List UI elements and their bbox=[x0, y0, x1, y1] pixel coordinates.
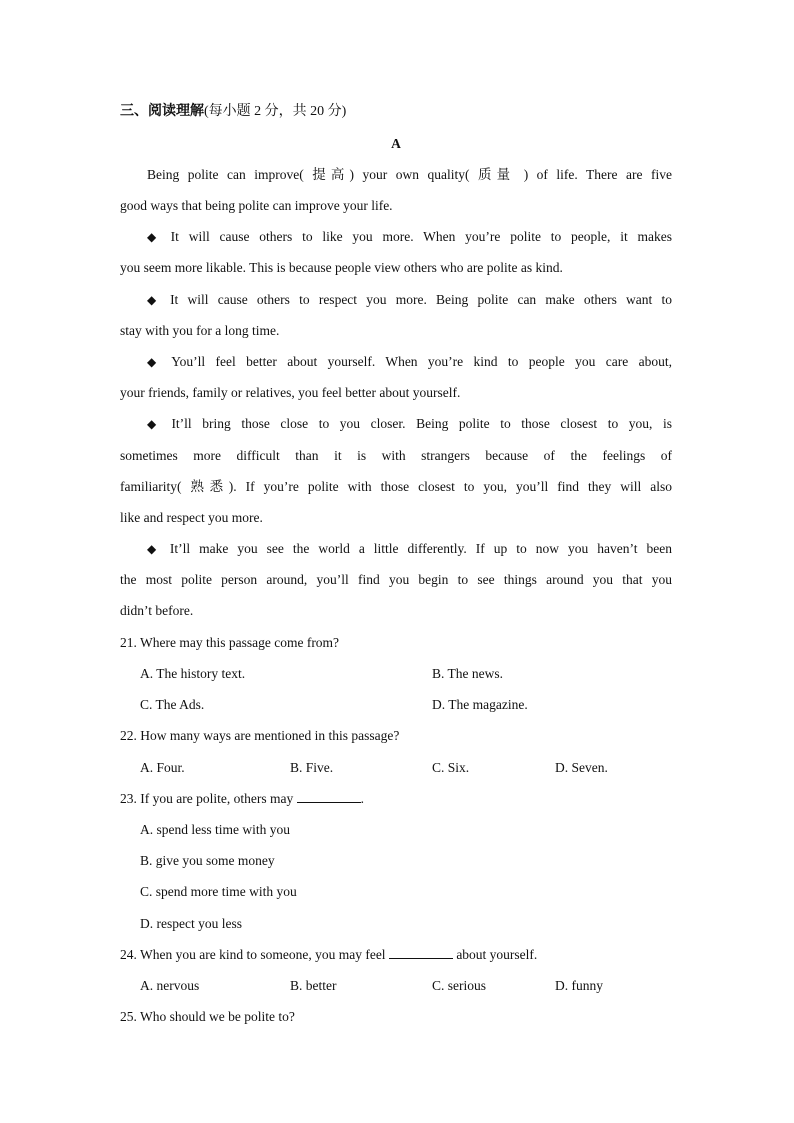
question-stem bbox=[120, 790, 672, 808]
passage-bullet-line bbox=[147, 291, 672, 309]
passage-title: A bbox=[391, 136, 401, 151]
passage-line: sometimes more difficult than it is with strangers because of the feelings of bbox=[120, 448, 672, 463]
diamond-bullet-icon: ◆ bbox=[147, 542, 162, 556]
passage-bullet-line bbox=[147, 353, 672, 371]
answer-option: C. The Ads. bbox=[140, 697, 205, 712]
passage-bullet-line bbox=[147, 540, 672, 558]
answer-blank[interactable] bbox=[389, 946, 453, 959]
question-stem-text: 24. When you are kind to someone, you may feel bbox=[120, 947, 389, 962]
diamond-bullet-icon: ◆ bbox=[147, 293, 163, 307]
answer-option: B. better bbox=[290, 978, 337, 993]
answer-blank[interactable] bbox=[297, 790, 361, 803]
question-stem-end: about yourself. bbox=[452, 947, 538, 962]
answer-option: B. Five. bbox=[290, 760, 334, 775]
passage-line: It’ll make you see the world a little differently. If up to now you haven’t been bbox=[169, 541, 672, 556]
passage-line: good ways that being polite can improve your life. bbox=[120, 198, 393, 213]
passage-line: didn’t before. bbox=[120, 603, 194, 618]
passage-line: your friends, family or relatives, you feel better about yourself. bbox=[120, 385, 461, 400]
question-stem: 21. Where may this passage come from? bbox=[120, 635, 340, 650]
answer-option: B. The news. bbox=[432, 666, 503, 681]
answer-option: A. spend less time with you bbox=[140, 822, 290, 837]
passage-line: It will cause others to like you more. When you’re polite to people, it makes bbox=[170, 229, 672, 244]
answer-option: A. The history text. bbox=[140, 666, 246, 681]
passage-line: familiarity( 熟悉). If you’re polite with those closest to you, you’ll find they will also bbox=[120, 479, 672, 494]
passage-bullet-line bbox=[147, 415, 672, 433]
answer-option: B. give you some money bbox=[140, 853, 275, 868]
diamond-bullet-icon: ◆ bbox=[147, 417, 164, 431]
passage-line: It’ll bring those close to you closer. Being polite to those closest to you, is bbox=[171, 416, 672, 431]
answer-option: D. respect you less bbox=[140, 916, 242, 931]
passage-line: You’ll feel better about yourself. When you’re kind to people you care about, bbox=[171, 354, 672, 369]
passage-line: Being polite can improve( 提高) your own quality( 质量 ) of life. There are five bbox=[147, 167, 672, 182]
question-stem-end: . bbox=[360, 791, 364, 806]
diamond-bullet-icon: ◆ bbox=[147, 355, 164, 369]
answer-option: A. nervous bbox=[140, 978, 200, 993]
section-heading bbox=[120, 102, 672, 121]
section-heading-points: (每小题 2 分，共 20 分) bbox=[204, 104, 347, 119]
answer-option: C. spend more time with you bbox=[140, 884, 297, 899]
diamond-bullet-icon: ◆ bbox=[147, 230, 163, 244]
answer-option: C. Six. bbox=[432, 760, 470, 775]
answer-option: D. The magazine. bbox=[432, 697, 528, 712]
passage-line: It will cause others to respect you more. Being polite can make others want to bbox=[170, 292, 672, 307]
answer-option: D. funny bbox=[555, 978, 603, 993]
question-stem: 22. How many ways are mentioned in this passage? bbox=[120, 728, 400, 743]
answer-option: D. Seven. bbox=[555, 760, 608, 775]
answer-option: C. serious bbox=[432, 978, 486, 993]
passage-line: like and respect you more. bbox=[120, 510, 263, 525]
passage-line: stay with you for a long time. bbox=[120, 323, 280, 338]
passage-line: you seem more likable. This is because people view others who are polite as kind. bbox=[120, 260, 563, 275]
passage-bullet-line bbox=[147, 228, 672, 246]
question-stem-text: 23. If you are polite, others may bbox=[120, 791, 297, 806]
question-stem: 25. Who should we be polite to? bbox=[120, 1009, 295, 1024]
passage-line: the most polite person around, you’ll find you begin to see things around you that you bbox=[120, 572, 672, 587]
section-heading-label: 三、阅读理解 bbox=[120, 103, 204, 119]
question-stem bbox=[120, 946, 672, 964]
answer-option: A. Four. bbox=[140, 760, 185, 775]
